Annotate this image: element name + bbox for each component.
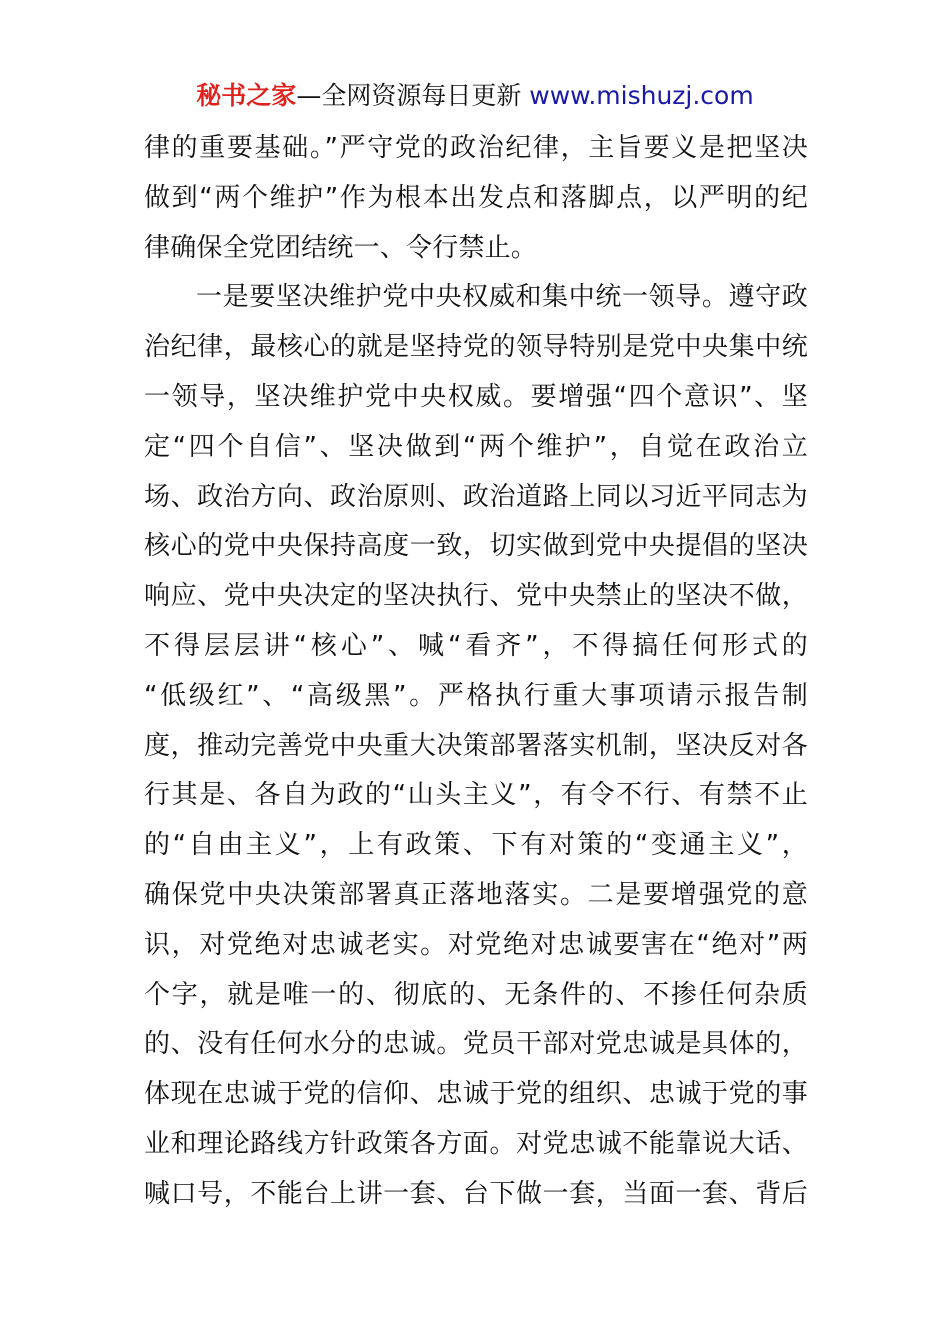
text-line: 体现在忠诚于党的信仰、忠诚于党的组织、忠诚于党的事 <box>144 1079 808 1110</box>
site-brand: 秘书之家 <box>196 81 297 110</box>
document-body <box>144 124 808 1220</box>
text-line: 核心的党中央保持高度一致，切实做到党中央提倡的坚决 <box>144 531 808 562</box>
paragraph-first-line: 一是要坚决维护党中央权威和集中统一领导。遵守政 <box>196 282 808 313</box>
text-line: 律的重要基础。”严守党的政治纪律，主旨要义是把坚决 <box>144 133 808 163</box>
text-line: 不得层层讲“核心”、喊“看齐”，不得搞任何形式的 <box>144 630 808 661</box>
text-line: 场、政治方向、政治原则、政治道路上同以习近平同志为 <box>144 481 808 512</box>
text-line: 治纪律，最核心的就是坚持党的领导特别是党中央集中统 <box>144 332 808 363</box>
text-line: 响应、党中央决定的坚决执行、党中央禁止的坚决不做， <box>144 581 808 612</box>
text-line: “低级红”、“高级黑”。严格执行重大事项请示报告制 <box>144 680 808 711</box>
text-line: 识，对党绝对忠诚老实。对党绝对忠诚要害在“绝对”两 <box>144 929 808 960</box>
text-line: 的、没有任何水分的忠诚。党员干部对党忠诚是具体的， <box>144 1029 808 1060</box>
header-separator: — <box>296 81 322 110</box>
text-line: 一领导，坚决维护党中央权威。要增强“四个意识”、坚 <box>144 381 808 412</box>
text-line: 定“四个自信”、坚决做到“两个维护”，自觉在政治立 <box>144 431 808 462</box>
header-tagline: 全网资源每日更新 <box>321 81 522 110</box>
text-line: 律确保全党团结统一、令行禁止。 <box>144 232 538 263</box>
page-header <box>0 80 950 112</box>
text-line: 确保党中央决策部署真正落地落实。二是要增强党的意 <box>144 879 808 910</box>
text-line: 业和理论路线方针政策各方面。对党忠诚不能靠说大话、 <box>144 1128 808 1159</box>
text-line: 喊口号，不能台上讲一套、台下做一套，当面一套、背后 <box>144 1178 808 1209</box>
text-line: 的“自由主义”，上有政策、下有对策的“变通主义”， <box>144 830 808 861</box>
text-line: 度，推动完善党中央重大决策部署落实机制，坚决反对各 <box>144 730 808 761</box>
text-line: 个字，就是唯一的、彻底的、无条件的、不掺任何杂质 <box>144 979 808 1010</box>
text-line: 行其是、各自为政的“山头主义”，有令不行、有禁不止 <box>144 780 808 811</box>
text-line: 做到“两个维护”作为根本出发点和落脚点，以严明的纪 <box>144 182 808 213</box>
site-url-link[interactable]: www.mishuzj.com <box>529 81 754 110</box>
